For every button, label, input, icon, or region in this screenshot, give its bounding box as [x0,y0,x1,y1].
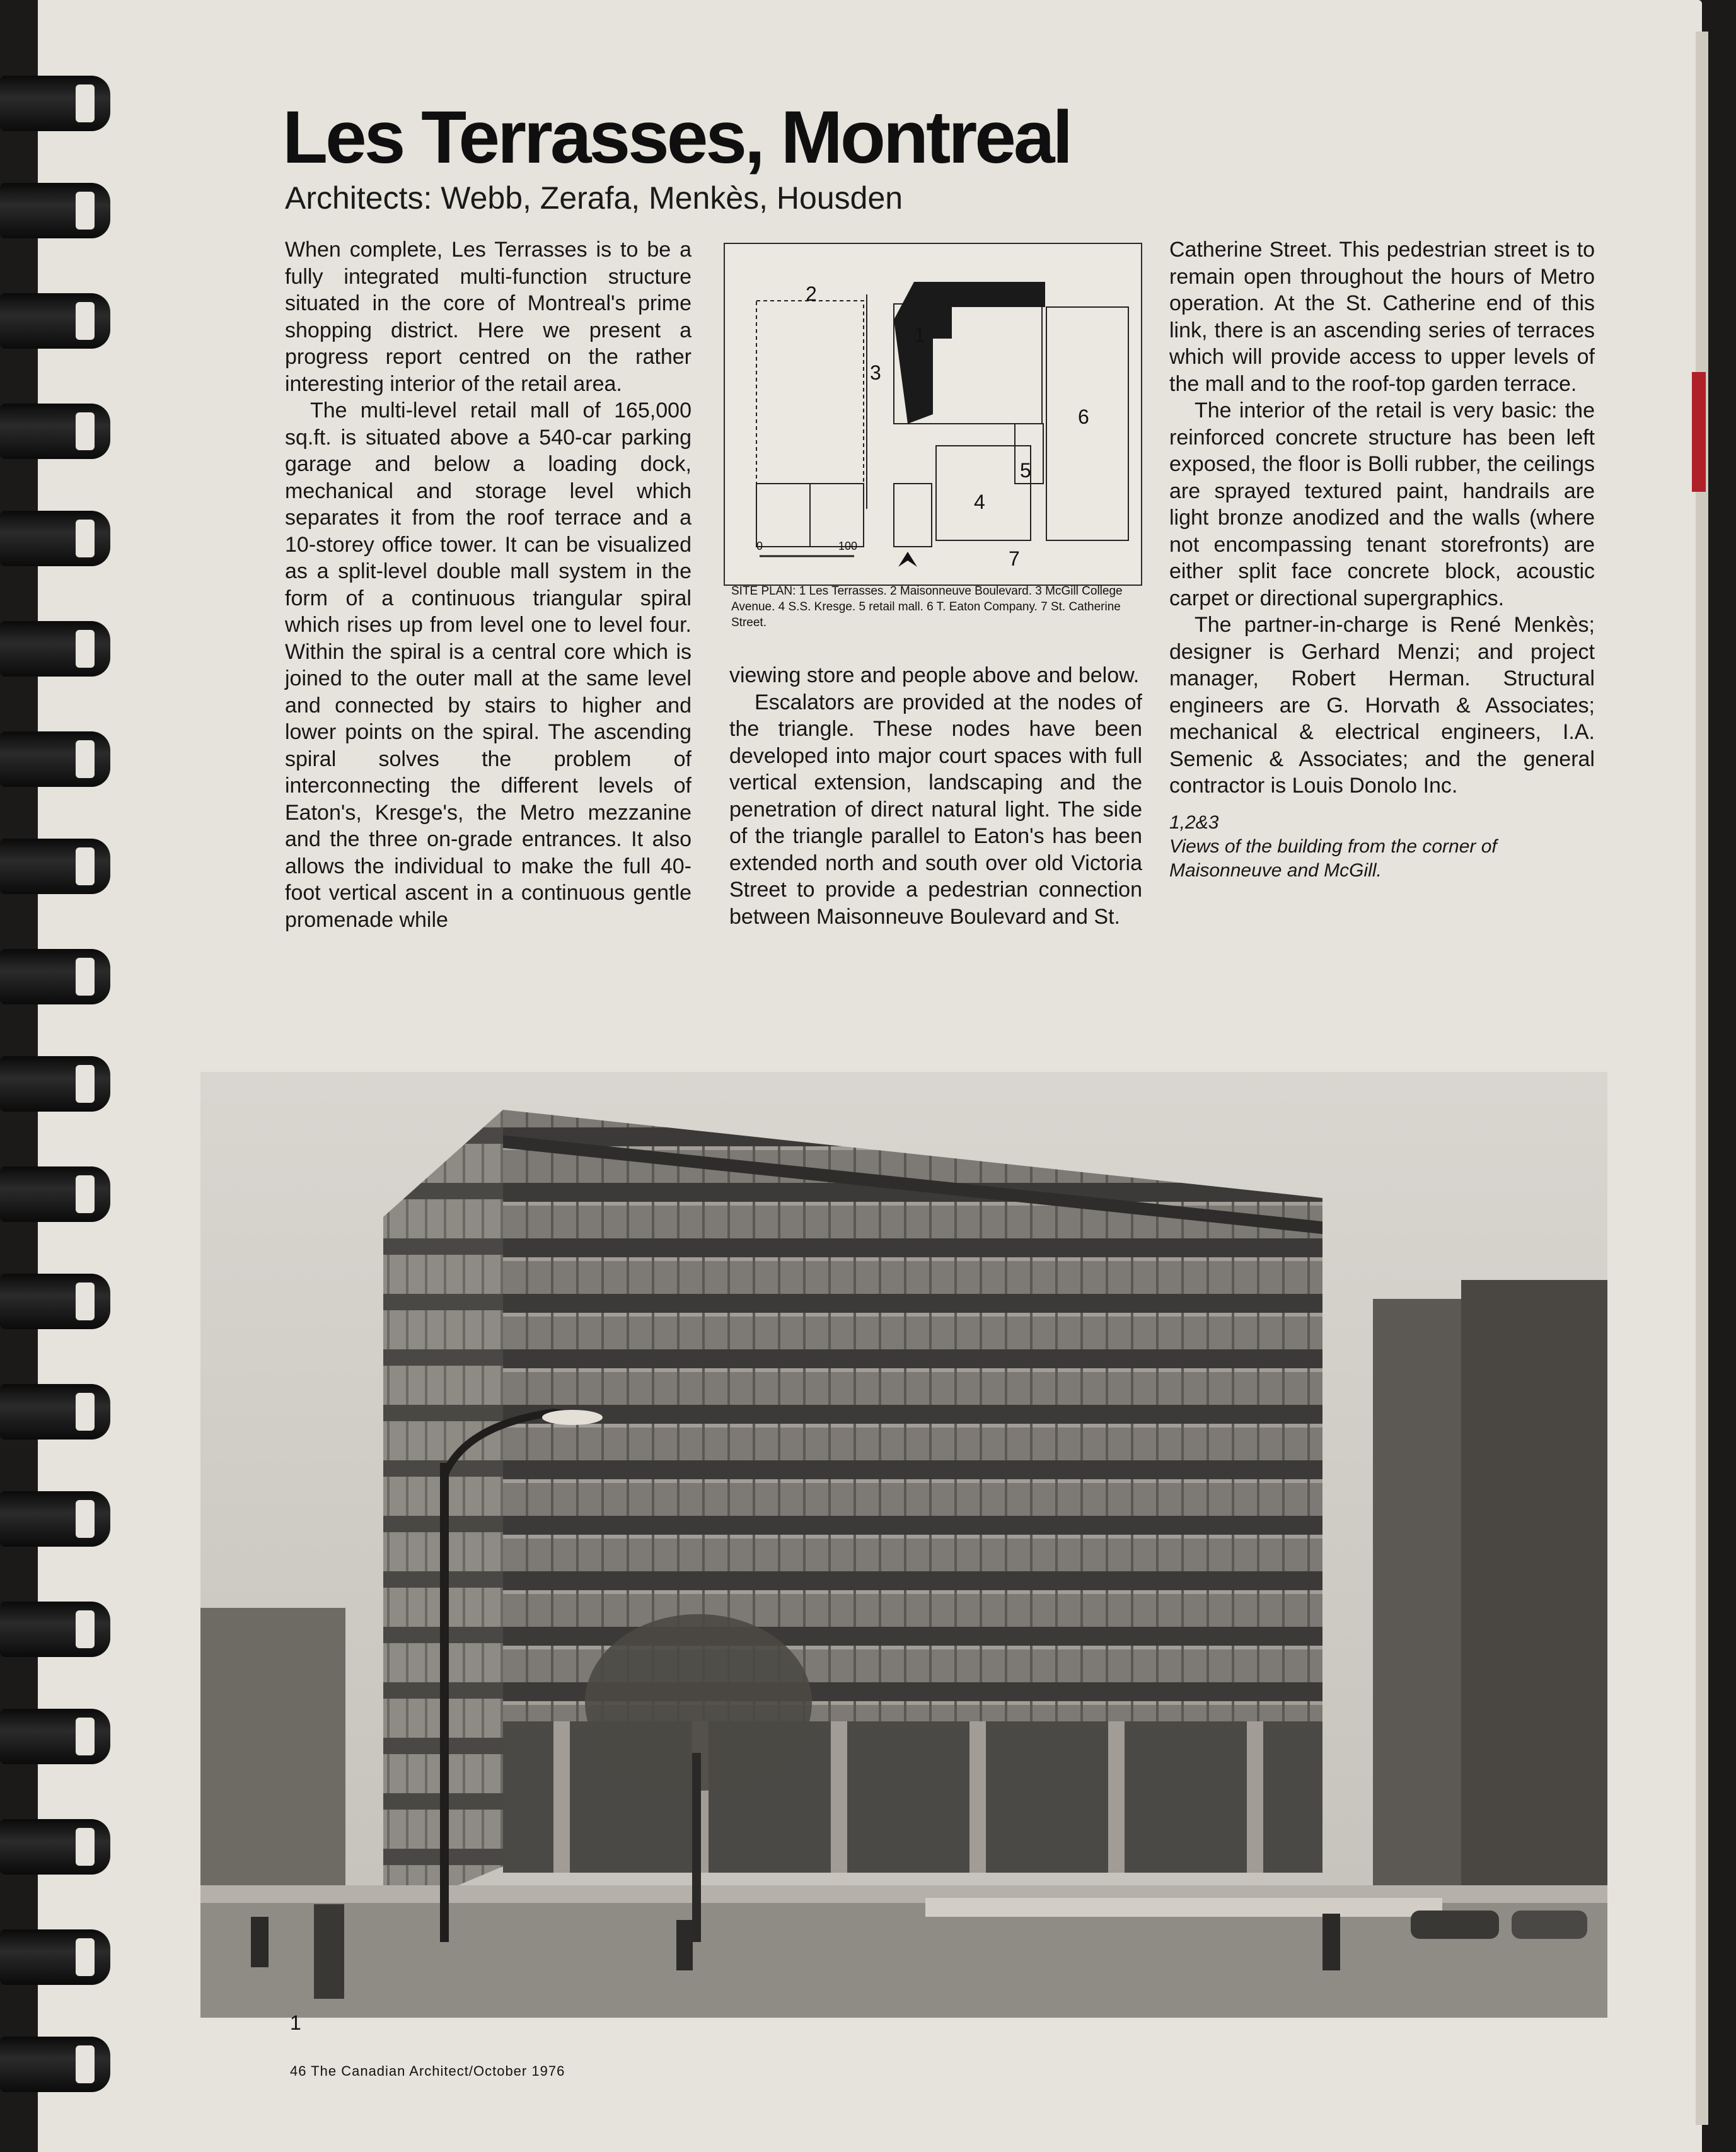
parked-car [1411,1911,1499,1939]
binding-coil [0,1929,110,1985]
article-subtitle: Architects: Webb, Zerafa, Menkès, Housden [285,180,903,216]
column [831,1721,847,1873]
site-plan-drawing [725,244,1141,585]
binding-coil [0,1384,110,1440]
binding-coil [0,1491,110,1547]
article-title: Les Terrasses, Montreal [282,96,1071,179]
binding-coil [0,1056,110,1112]
site-plan-caption: SITE PLAN: 1 Les Terrasses. 2 Maisonneuve Boulevard. 3 McGill College Avenue. 4 S.S. Kresge. 5 retail mall. 6 T. Eaton Company. 7 St. Catherine Street. [731,585,1123,629]
paragraph: viewing store and people above and below. [729,663,1140,687]
connector-block [894,484,932,547]
site-plan-diagram [724,243,1142,586]
column [969,1721,986,1873]
building-les-terrasses-tower [894,282,1045,424]
paragraph: Escalators are provided at the nodes of the triangle. These nodes have been developed into major court spaces with full vertical extension, landscaping and the penetration of direct natural light. The side of the triangle parallel to Eaton's has been extended north and south over old Victoria Street to provide a pedestrian connection between Maisonneuve Boulevard and St. [729,690,1142,929]
text-column-2 [729,662,1142,930]
binding-coil [0,1274,110,1329]
binding-coil [0,1602,110,1657]
tree-trunk [692,1753,701,1942]
binding-coil [0,621,110,677]
plan-label: 7 [1009,547,1020,570]
index-tab [1692,372,1706,492]
building-photo-image [200,1072,1607,2018]
street-lamp-pole [440,1463,449,1942]
parcel-boundary [756,301,864,484]
building-photograph [200,1072,1607,2018]
binding-coil [0,731,110,787]
pedestrian [314,1904,344,1999]
pedestrian [1322,1914,1340,1970]
paragraph: The partner-in-charge is René Menkès; designer is Gerhard Menzi; and project manager, Robert Herman. Structural engineers are G. Horvath & Associates; mechanical & electrical engineers, I.A. Semenic & Associates; and the general contractor is Louis Donolo Inc. [1169,613,1595,798]
plan-label: 4 [974,491,985,513]
north-arrow-icon [898,552,917,567]
spiral-binding [0,0,113,2152]
text-column-1 [285,236,692,933]
pedestrian [676,1920,693,1970]
plan-label: 5 [1020,459,1031,482]
binding-coil [0,511,110,566]
text-column-3 [1169,236,1595,883]
paragraph: The multi-level retail mall of 165,000 sq.ft. is situated above a 540-car parking garage and below a loading dock, mechanical and storage level which separates it from the roof terrace and a 10-storey office tower. It can be visualized as a split-level double mall system in the form of a continuous triangular spiral which rises up from level one to level four. Within the spiral is a central core which is joined to the outer mall at the same level and connected by stairs to higher and lower points on the spiral. The ascending spiral solves the problem of interconnecting the different levels of Eaton's, Kresge's, the Metro mezzanine and the three on-grade entrances. It also allows the individual to make the full 40-foot vertical ascent in a continuous gentle promenade while [285,398,692,932]
binding-coil [0,183,110,238]
binding-coil [0,404,110,459]
scale-start: 0 [756,540,763,552]
caption-number: 1,2&3 [1169,811,1219,833]
photo-caption [1169,811,1595,883]
scale-end: 100 [838,540,858,552]
paragraph: The interior of the retail is very basic: the reinforced concrete structure has been left exposed, the floor is Bolli rubber, the ceilings are sprayed textured paint, handrails are light bronze anodized and the walls (where not encompassing tenant storefronts) are either split face concrete block, acoustic carpet or directional supergraphics. [1169,398,1595,610]
plan-label: 2 [806,282,817,305]
binding-coil [0,1709,110,1764]
parked-car [1512,1911,1587,1939]
binding-coil [0,1166,110,1222]
binding-coil [0,949,110,1004]
plan-label: 1 [914,323,925,346]
column [1108,1721,1125,1873]
binding-coil [0,839,110,894]
column [553,1721,570,1873]
pedestrian [251,1917,269,1967]
column [1247,1721,1263,1873]
page-folio: 46 The Canadian Architect/October 1976 [290,2063,565,2079]
paragraph: When complete, Les Terrasses is to be a fully integrated multi-function structure situated in the core of Montreal's prime shopping district. Here we present a progress report centred on the rather interesting interior of the retail area. [285,238,692,396]
binding-coil [0,76,110,131]
plan-label: 3 [870,361,881,384]
photo-figure-number: 1 [290,2011,301,2034]
binding-coil [0,2037,110,2092]
fence [925,1898,1442,1917]
background-building-right-far [1461,1280,1607,1942]
plan-label: 6 [1078,405,1089,428]
binding-coil [0,293,110,349]
binding-coil [0,1819,110,1875]
paragraph: Catherine Street. This pedestrian street is to remain open throughout the hours of Metro operation. At the St. Catherine end of this link, there is an ascending series of terraces which will provide access to upper levels of the mall and to the roof-top garden terrace. [1169,238,1595,396]
page-edge [1696,32,1708,2125]
street-lamp-head [542,1410,603,1425]
caption-text: Views of the building from the corner of Maisonneuve and McGill. [1169,835,1497,881]
